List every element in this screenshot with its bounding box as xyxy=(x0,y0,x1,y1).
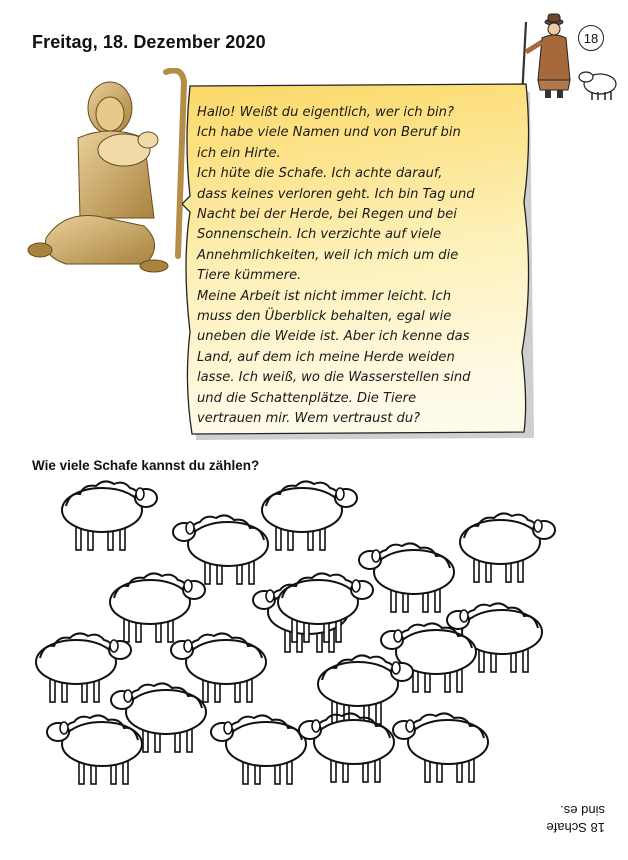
sheep-icon xyxy=(278,573,373,642)
sheep-icon xyxy=(359,543,454,612)
letter-line: uneben die Weide ist. Aber ich kenne das xyxy=(197,329,470,345)
counting-question: Wie viele Schafe kannst du zählen? xyxy=(32,458,260,473)
shepherd-letter xyxy=(197,103,527,430)
sheep-icon xyxy=(393,713,488,782)
letter-line: Land, auf dem ich meine Herde weiden xyxy=(197,349,455,365)
letter-line: Meine Arbeit ist nicht immer leicht. Ich xyxy=(197,288,452,304)
sheep-icon xyxy=(211,715,306,784)
sheep-icon xyxy=(110,573,205,642)
kneeling-shepherd-icon xyxy=(26,68,191,274)
letter-line: und die Schattenplätze. Die Tiere xyxy=(197,390,417,406)
sheep-icon xyxy=(62,481,157,550)
letter-line: vertrauen mir. Wem vertraust du? xyxy=(197,411,421,427)
letter-line: lasse. Ich weiß, wo die Wasserstellen sind xyxy=(197,370,471,386)
sheep-icon xyxy=(173,515,268,584)
letter-line: dass keines verloren geht. Ich bin Tag und xyxy=(197,186,475,202)
sheep-icon xyxy=(262,481,357,550)
answer-line: sind es. xyxy=(560,803,605,818)
page-number-badge: 18 xyxy=(578,25,604,51)
letter-line: Ich hüte die Schafe. Ich achte darauf, xyxy=(197,166,443,182)
letter-line: Hallo! Weißt du eigentlich, wer ich bin? xyxy=(197,105,454,120)
upside-down-answer xyxy=(505,800,605,836)
letter-line: Ich habe viele Namen und von Beruf bin xyxy=(197,125,461,141)
sheep-icon xyxy=(460,513,555,582)
sheep-flock xyxy=(0,472,628,802)
sheep-icon xyxy=(47,715,142,784)
page-date-title: Freitag, 18. Dezember 2020 xyxy=(32,32,266,52)
mini-sheep-icon xyxy=(579,72,616,100)
letter-line: Sonnenschein. Ich verzichte auf viele xyxy=(197,227,442,243)
letter-line: Tiere kümmere. xyxy=(197,268,302,284)
letter-line: Annehmlichkeiten, weil ich mich um die xyxy=(197,247,459,263)
answer-line: 18 Schafe xyxy=(546,820,605,835)
sheep-icon xyxy=(318,655,413,724)
letter-line: muss den Überblick behalten, egal wie xyxy=(197,309,452,325)
letter-line: Nacht bei der Herde, bei Regen und bei xyxy=(197,207,457,223)
letter-line: ich ein Hirte. xyxy=(197,145,281,161)
